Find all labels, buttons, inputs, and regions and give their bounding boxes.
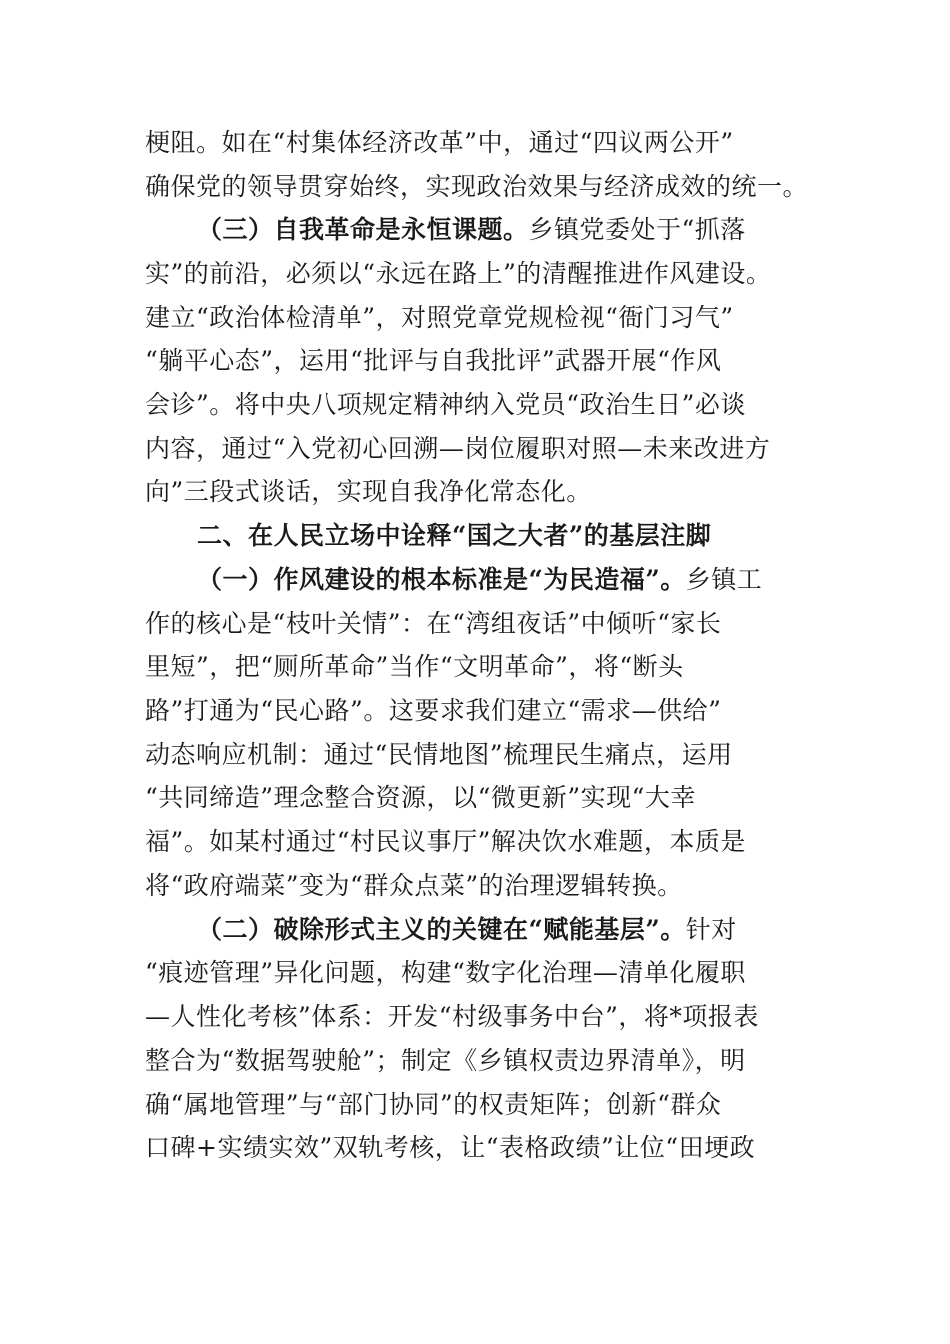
subheading-bold: （三）自我革命是永恒课题。 [197,215,529,244]
text-line: 建立“政治体检清单”，对照党章党规检视“衙门习气” [145,303,734,332]
text-line: 内容，通过“入党初心回溯—岗位履职对照—未来改进方 [145,434,771,463]
text-line: 确“属地管理”与“部门协同”的权责矩阵；创新“群众 [145,1090,722,1119]
text-line: 作的核心是“枝叶关情”：在“湾组夜话”中倾听“家长 [145,609,722,638]
subheading-bold: （二）破除形式主义的关键在“赋能基层”。 [197,915,686,944]
section-heading: 二、在人民立场中诠释“国之大者”的基层注脚 [197,521,712,550]
text-line: 会诊”。将中央八项规定精神纳入党员“政治生日”必谈 [145,390,746,419]
text-run: 乡镇工 [685,565,763,594]
text-line: 里短”，把“厕所革命”当作“文明革命”，将“断头 [145,652,684,681]
text-line: “躺平心态”，运用“批评与自我批评”武器开展“作风 [145,346,722,375]
paragraph-lead [197,564,805,596]
text-line: 口碑+实绩实效”双轨考核，让“表格政绩”让位“田埂政 [145,1133,756,1162]
text-line: 路”打通为“民心路”。这要求我们建立“需求—供给” [145,696,722,725]
text-line: 实”的前沿，必须以“永远在路上”的清醒推进作风建设。 [145,259,772,288]
text-line: “共同缔造”理念整合资源，以“微更新”实现“大幸 [145,783,696,812]
text-line: 动态响应机制：通过“民情地图”梳理民生痛点，运用 [145,740,733,769]
text-line: 福”。如某村通过“村民议事厅”解决饮水难题，本质是 [145,827,746,856]
text-run: 乡镇党委处于“抓落 [528,215,746,244]
text-line: 整合为“数据驾驶舱”；制定《乡镇权责边界清单》，明 [145,1046,746,1075]
text-line: 将“政府端菜”变为“群众点菜”的治理逻辑转换。 [145,871,683,900]
text-line: —人性化考核”体系：开发“村级事务中台”，将*项报表 [145,1002,759,1031]
text-line: 梗阻。如在“村集体经济改革”中，通过“四议两公开” [145,128,734,157]
subheading-bold: （一）作风建设的根本标准是“为民造福”。 [197,565,686,594]
text-line: 向”三段式谈话，实现自我净化常态化。 [145,477,592,506]
text-run: 针对 [685,915,737,944]
paragraph-lead [197,214,805,246]
text-line: 确保党的领导贯穿始终，实现政治效果与经济成效的统一。 [145,172,809,201]
text-line: “痕迹管理”异化问题，构建“数字化治理—清单化履职 [145,958,746,987]
paragraph-lead [197,914,805,946]
